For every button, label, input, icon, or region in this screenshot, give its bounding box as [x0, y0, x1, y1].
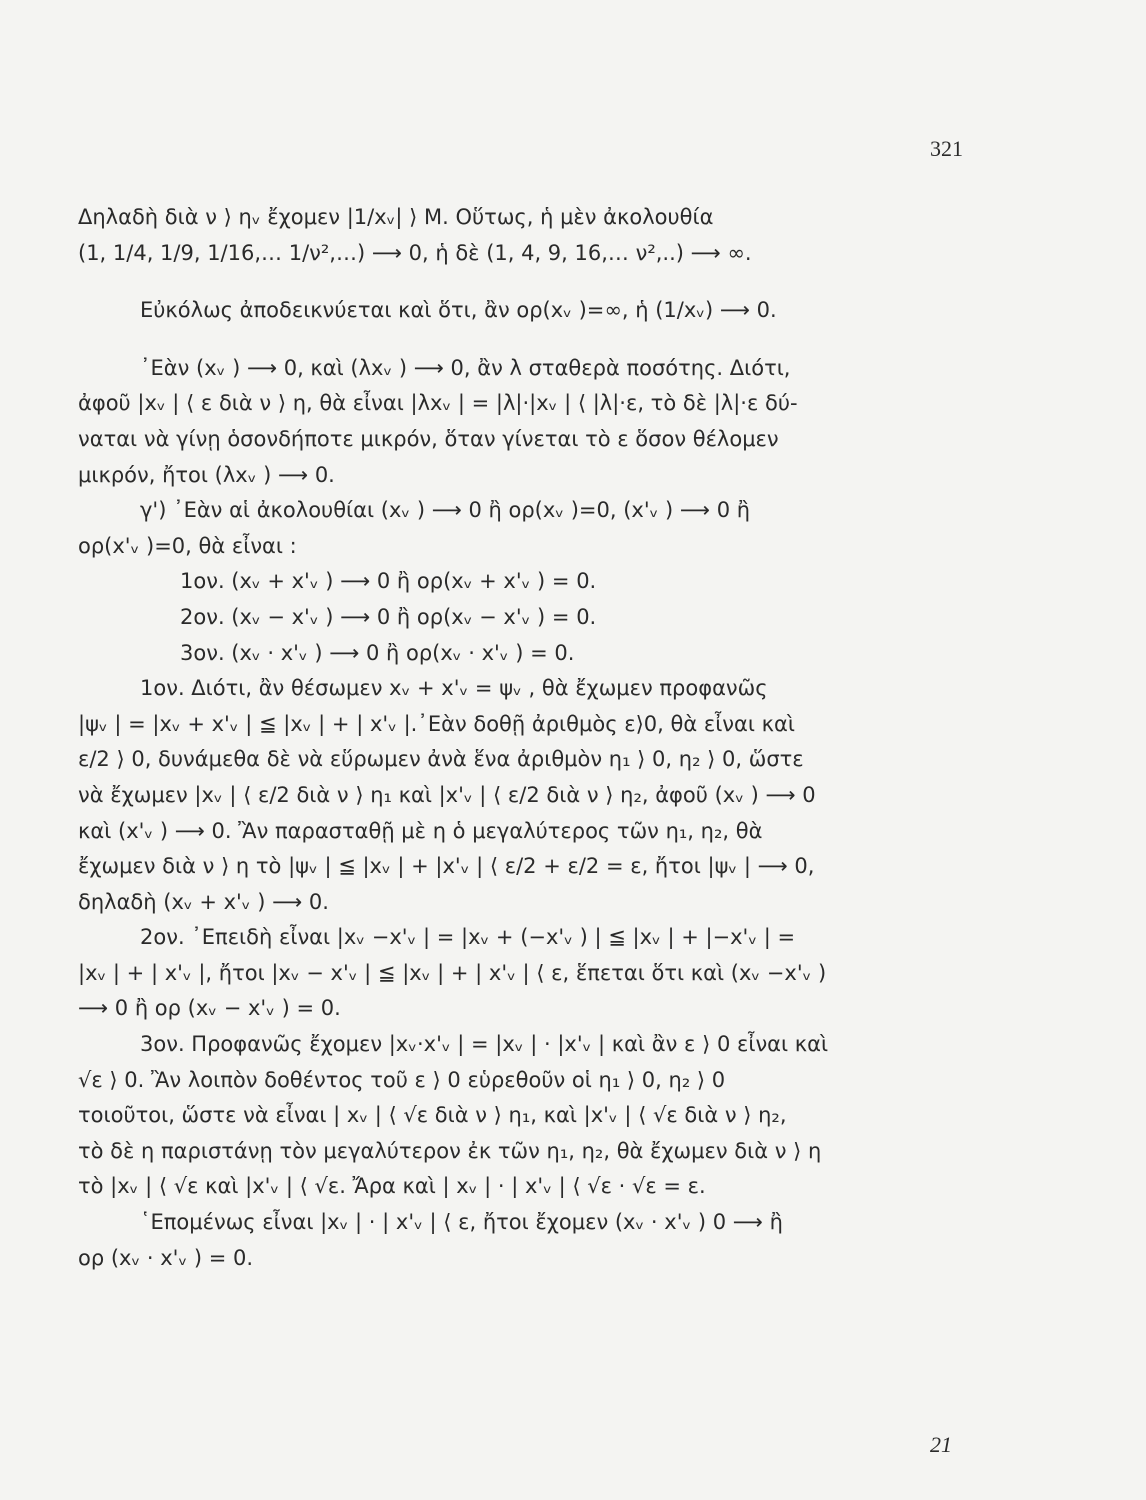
text-line: Εὐκόλως ἀποδεικνύεται καὶ ὅτι, ἂν ορ(xᵥ )=∞, ἡ (1/xᵥ) ⟶ 0. — [140, 298, 777, 323]
text-line: ορ(x'ᵥ )=0, θὰ εἶναι : — [78, 533, 297, 558]
page-number: 321 — [930, 136, 963, 161]
text-line: νὰ ἔχωμεν |xᵥ | ⟨ ε/2 διὰ ν ⟩ η₁ καὶ |x'ᵥ | ⟨ ε/2 διὰ ν ⟩ η₂, ἀφοῦ (xᵥ ) ⟶ 0 — [78, 782, 816, 807]
text-line: ορ (xᵥ · x'ᵥ ) = 0. — [78, 1245, 254, 1270]
text-line: καὶ (x'ᵥ ) ⟶ 0. Ἂν παρασταθῇ μὲ η ὁ μεγαλύτερος τῶν η₁, η₂, θὰ — [78, 818, 763, 843]
text-line: τοιοῦτοι, ὥστε νὰ εἶναι | xᵥ | ⟨ √ε διὰ ν ⟩ η₁, καὶ |x'ᵥ | ⟨ √ε διὰ ν ⟩ η₂, — [78, 1103, 787, 1128]
text-line: 3ον. (xᵥ · x'ᵥ ) ⟶ 0 ἢ ορ(xᵥ · x'ᵥ ) = 0. — [180, 640, 575, 665]
text-line: (1, 1/4, 1/9, 1/16,… 1/ν²,…) ⟶ 0, ἡ δὲ (1, 4, 9, 16,… ν²,..) ⟶ ∞. — [78, 240, 752, 265]
page-body — [78, 200, 978, 1276]
text-line: ῾Επομένως εἶναι |xᵥ | · | x'ᵥ | ⟨ ε, ἤτοι ἔχομεν (xᵥ · x'ᵥ ) 0 ⟶ ἢ — [140, 1210, 783, 1235]
text-line: μικρόν, ἤτοι (λxᵥ ) ⟶ 0. — [78, 462, 335, 487]
text-line: 2ον. (xᵥ − x'ᵥ ) ⟶ 0 ἢ ορ(xᵥ − x'ᵥ ) = 0. — [180, 604, 597, 629]
text-line: ἀφοῦ |xᵥ | ⟨ ε διὰ ν ⟩ η, θὰ εἶναι |λxᵥ | = |λ|·|xᵥ | ⟨ |λ|·ε, τὸ δὲ |λ|·ε δύ- — [78, 391, 798, 416]
text-line: ἔχωμεν διὰ ν ⟩ η τὸ |ψᵥ | ≦ |xᵥ | + |x'ᵥ | ⟨ ε/2 + ε/2 = ε, ἤτοι |ψᵥ | ⟶ 0, — [78, 854, 815, 879]
text-line: 1ον. (xᵥ + x'ᵥ ) ⟶ 0 ἢ ορ(xᵥ + x'ᵥ ) = 0. — [180, 569, 597, 594]
text-line: τὸ δὲ η παριστάνῃ τὸν μεγαλύτερον ἐκ τῶν η₁, η₂, θὰ ἔχωμεν διὰ ν ⟩ η — [78, 1138, 822, 1163]
text-line: τὸ |xᵥ | ⟨ √ε καὶ |x'ᵥ | ⟨ √ε. Ἄρα καὶ | xᵥ | · | x'ᵥ | ⟨ √ε · √ε = ε. — [78, 1174, 706, 1199]
text-line: ναται νὰ γίνῃ ὁσονδήποτε μικρόν, ὅταν γίνεται τὸ ε ὅσον θέλομεν — [78, 426, 779, 451]
text-line: |xᵥ | + | x'ᵥ |, ἤτοι |xᵥ − x'ᵥ | ≦ |xᵥ | + | x'ᵥ | ⟨ ε, ἕπεται ὅτι καὶ (xᵥ −x'ᵥ ) — [78, 960, 827, 985]
text-line: ⟶ 0 ἢ ορ (xᵥ − x'ᵥ ) = 0. — [78, 996, 341, 1021]
text-line: 2ον. ᾿Επειδὴ εἶναι |xᵥ −x'ᵥ | = |xᵥ + (−x'ᵥ ) | ≦ |xᵥ | + |−x'ᵥ | = — [140, 925, 796, 950]
text-line: Δηλαδὴ διὰ ν ⟩ ηᵥ ἔχομεν |1/xᵥ| ⟩ Μ. Οὕτως, ἡ μὲν ἀκολουθία — [78, 205, 714, 229]
text-line: 1ον. Διότι, ἂν θέσωμεν xᵥ + x'ᵥ = ψᵥ , θὰ ἔχωμεν προφανῶς — [140, 676, 768, 701]
text-line: γ') ᾿Εὰν αἱ ἀκολουθίαι (xᵥ ) ⟶ 0 ἢ ορ(xᵥ )=0, (x'ᵥ ) ⟶ 0 ἢ — [140, 498, 751, 523]
text-line: √ε ⟩ 0. Ἂν λοιπὸν δοθέντος τοῦ ε ⟩ 0 εὑρεθοῦν οἱ η₁ ⟩ 0, η₂ ⟩ 0 — [78, 1067, 726, 1092]
text-line: 3ον. Προφανῶς ἔχομεν |xᵥ·x'ᵥ | = |xᵥ | · |x'ᵥ | καὶ ἂν ε ⟩ 0 εἶναι καὶ — [140, 1032, 829, 1057]
text-line: |ψᵥ | = |xᵥ + x'ᵥ | ≦ |xᵥ | + | x'ᵥ |.᾿Εὰν δοθῇ ἀριθμὸς ε⟩0, θὰ εἶναι καὶ — [78, 711, 795, 736]
text-line: ε/2 ⟩ 0, δυνάμεθα δὲ νὰ εὕρωμεν ἀνὰ ἕνα ἀριθμὸν η₁ ⟩ 0, η₂ ⟩ 0, ὥστε — [78, 747, 804, 772]
text-line: δηλαδὴ (xᵥ + x'ᵥ ) ⟶ 0. — [78, 889, 329, 914]
signature-mark: 21 — [930, 1432, 952, 1457]
text-line: ᾿Εὰν (xᵥ ) ⟶ 0, καὶ (λxᵥ ) ⟶ 0, ἂν λ σταθερὰ ποσότης. Διότι, — [140, 355, 791, 380]
